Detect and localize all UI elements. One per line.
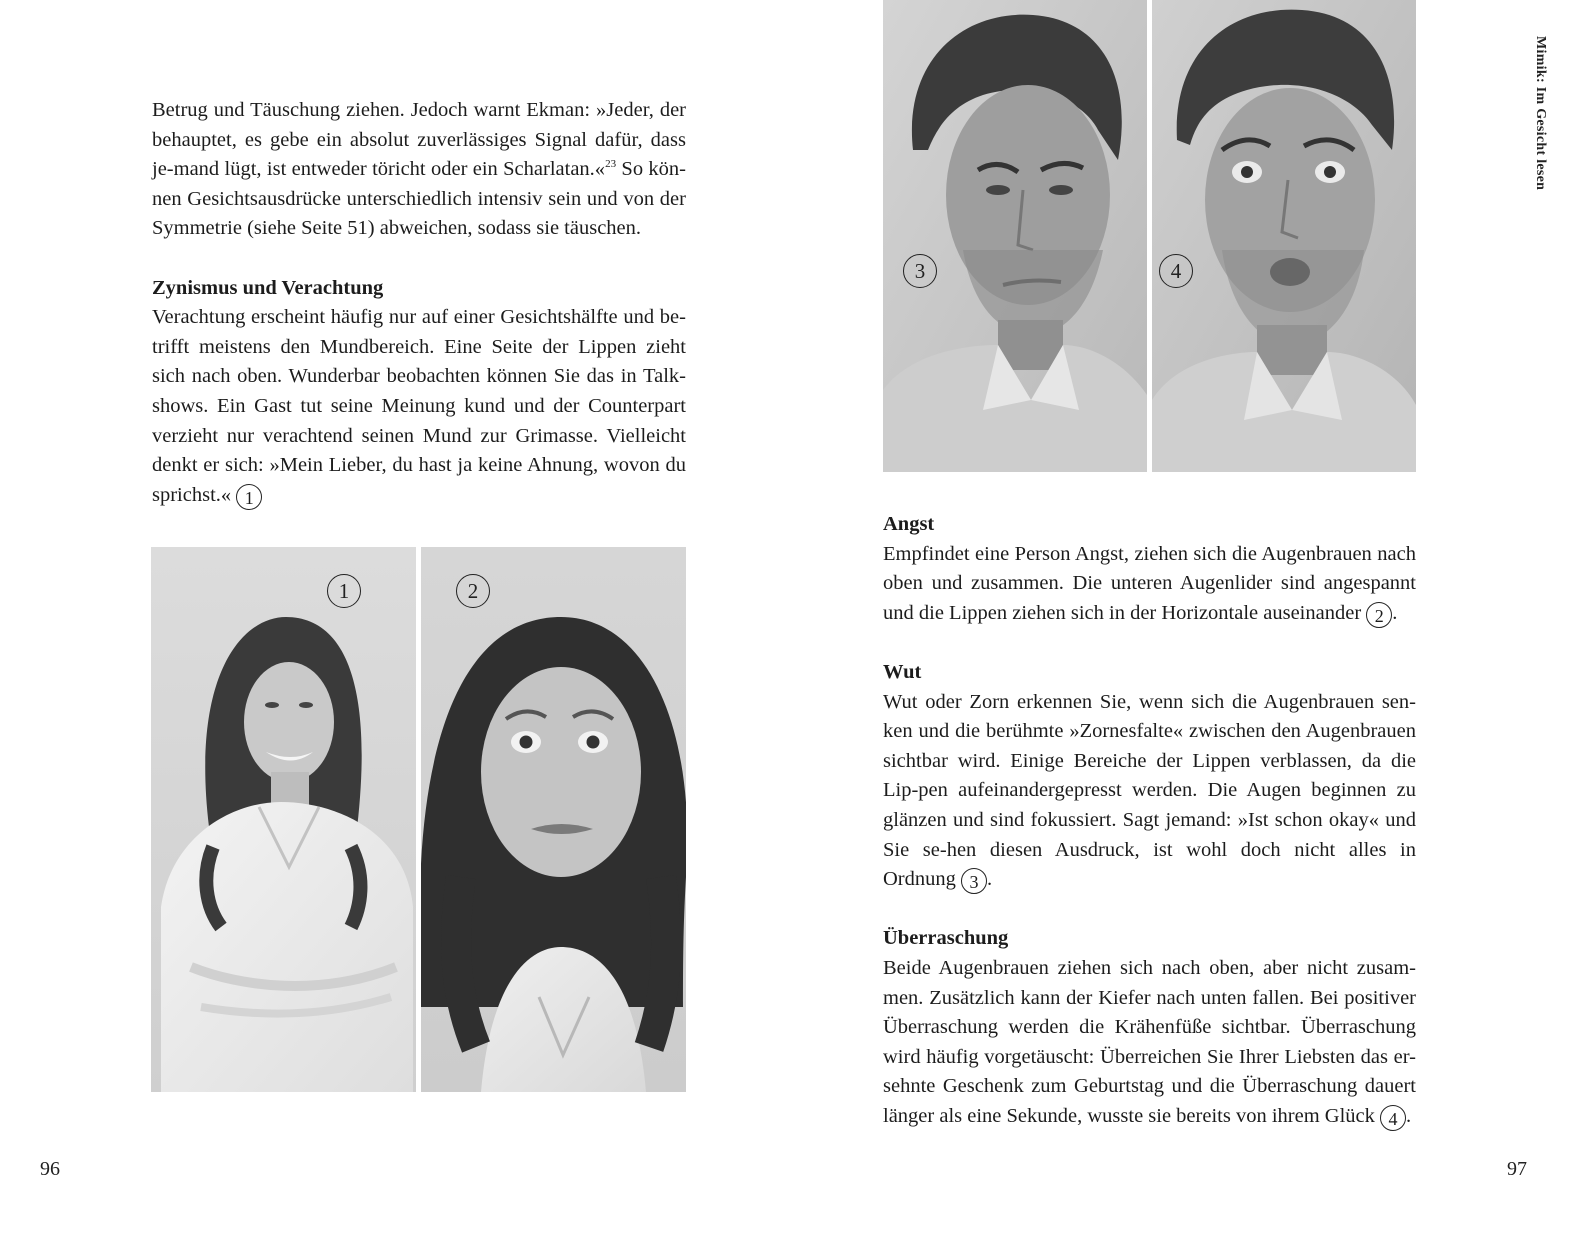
photo-contempt-woman (151, 547, 416, 1092)
right-text-column (883, 510, 1416, 1131)
photo-4-image (1152, 0, 1416, 472)
left-text-column (152, 96, 686, 510)
paragraph-surprise (883, 954, 1416, 1132)
photo-label-3: 3 (903, 254, 937, 288)
footnote-marker[interactable]: 23 (605, 158, 617, 171)
paragraph-anger (883, 688, 1416, 895)
photo-fear-woman (421, 547, 686, 1092)
intro-text-continued: So kön-nen Gesichtsausdrücke unterschiedlich intensiv sein und von der Symmetrie (siehe Seite 51) abweichen, sodass sie täuschen. (152, 158, 687, 240)
figure-ref-1[interactable]: 1 (236, 484, 262, 510)
photo-anger-man (883, 0, 1147, 472)
figure-ref-3[interactable]: 3 (961, 868, 987, 894)
right-page (797, 0, 1594, 1240)
page-number-right: 97 (1507, 1158, 1527, 1180)
contempt-text: Verachtung erscheint häufig nur auf einer Gesichtshälfte und be-trifft meistens den Mundbereich. Eine Seite der Lippen zieht sich nach oben. Wunderbar beobachten können Sie das in Talk-shows. Ein Gast tut seine Meinung kund und der Counterpart verzieht nur verachtend seinen Mund zur Grimasse. Vielleicht denkt er sich: »Mein Lieber, du hast ja keine Ahnung, wovon du sprichst.« (152, 306, 686, 506)
paragraph-contempt (152, 303, 686, 510)
surprise-text-tail: . (1406, 1104, 1412, 1127)
page-number-left: 96 (40, 1158, 60, 1180)
heading-anger: Wut (883, 660, 922, 683)
anger-text: Wut oder Zorn erkennen Sie, wenn sich die Augenbrauen sen-ken und die berühmte »Zornesfalte« zwischen den Augenbrauen sichtbar wird. Einige Bereiche der Lippen verblassen, da die Lip-pen aufeinandergepresst werden. Die Augen beginnen zu glänzen und sind fokussiert. Sagt jemand: »Ist schon okay« und Sie se-hen diesen Ausdruck, ist wohl doch nicht alles in Ordnung (883, 690, 1416, 891)
photo-2-image (421, 547, 686, 1092)
surprise-text: Beide Augenbrauen ziehen sich nach oben, aber nicht zusam-men. Zusätzlich kann der Kiefer nach unten fallen. Bei positiver Überraschung werden die Krähenfüße sichtbar. Überraschung wird häufig vorgetäuscht: Überreichen Sie Ihrer Liebsten das er-sehnte Geschenk zum Geburtstag und die Überraschung dauert länger als eine Sekunde, wusste sie bereits von ihrem Glück (883, 956, 1416, 1127)
photo-label-1: 1 (327, 574, 361, 608)
anger-text-tail: . (987, 868, 993, 891)
intro-text: Betrug und Täuschung ziehen. Jedoch warnt Ekman: »Jeder, der behauptet, es gebe ein absolut zuverlässiges Signal dafür, dass je-mand lügt, ist entweder töricht oder ein Scharlatan.« (152, 99, 686, 181)
photo-3-image (883, 0, 1147, 472)
figure-ref-4[interactable]: 4 (1380, 1105, 1406, 1131)
intro-paragraph (152, 96, 686, 244)
photo-1-image (151, 547, 416, 1092)
fear-text-tail: . (1392, 601, 1398, 624)
photo-label-4: 4 (1159, 254, 1193, 288)
photo-surprise-man (1152, 0, 1416, 472)
paragraph-fear (883, 540, 1416, 629)
running-head: Mimik: Im Gesicht lesen (1533, 36, 1548, 191)
photo-label-2: 2 (456, 574, 490, 608)
figure-ref-2[interactable]: 2 (1366, 602, 1392, 628)
heading-surprise: Überraschung (883, 927, 1009, 950)
fear-text: Empfindet eine Person Angst, ziehen sich die Augenbrauen nach oben und zusammen. Die unteren Augenlider sind angespannt und die Lippen ziehen sich in der Horizontale auseinander (883, 542, 1416, 624)
heading-fear: Angst (883, 513, 935, 535)
heading-contempt: Zynismus und Verachtung (152, 276, 384, 299)
